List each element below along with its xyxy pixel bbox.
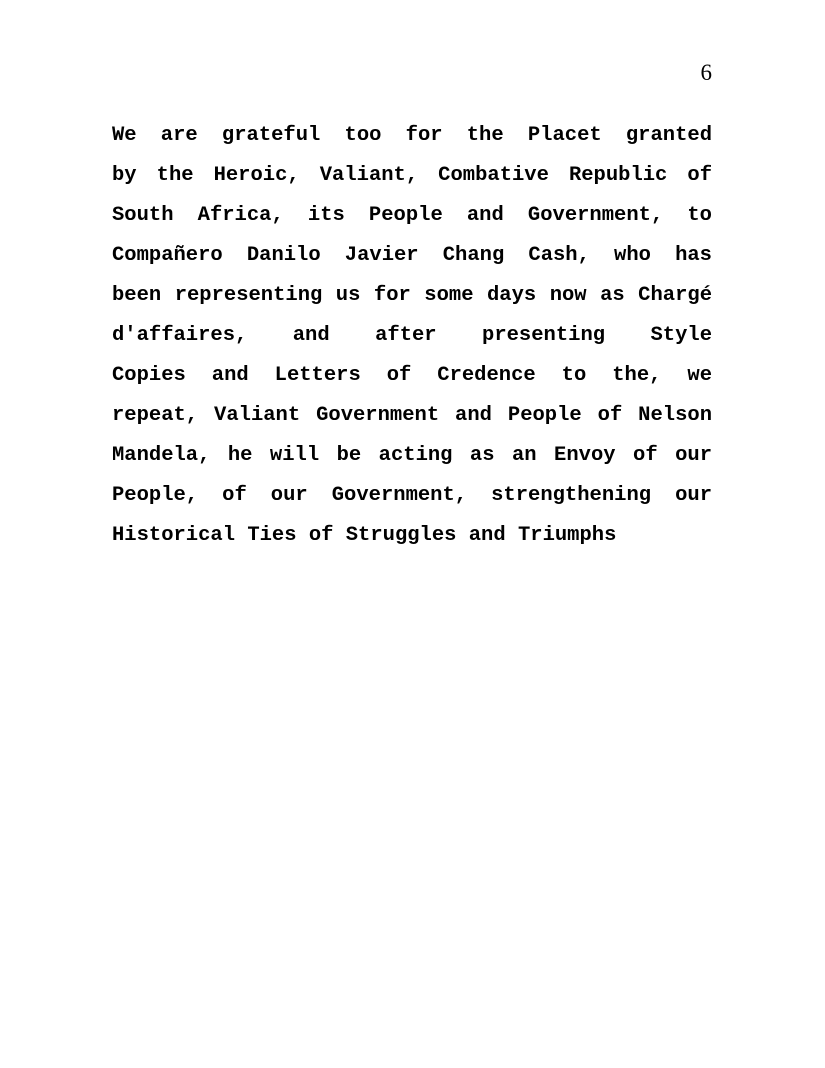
text-line: Compañero Danilo Javier Chang Cash, who has <box>112 244 712 267</box>
text-line: We are grateful too for the Placet granted <box>112 124 712 147</box>
text-line: South Africa, its People and Government, to <box>112 204 712 227</box>
page-number: 6 <box>700 60 712 85</box>
text-line: by the Heroic, Valiant, Combative Republic of <box>112 164 712 187</box>
text-line: People, of our Government, strengthening our <box>112 484 712 507</box>
text-line: Copies and Letters of Credence to the, we <box>112 364 712 387</box>
text-line: d'affaires, and after presenting Style <box>112 324 712 347</box>
text-line: Mandela, he will be acting as an Envoy of our <box>112 444 712 467</box>
paragraph <box>112 116 712 556</box>
text-line: been representing us for some days now as Chargé <box>112 284 712 307</box>
text-line: repeat, Valiant Government and People of Nelson <box>112 404 712 427</box>
text-line: Historical Ties of Struggles and Triumphs <box>112 524 617 547</box>
